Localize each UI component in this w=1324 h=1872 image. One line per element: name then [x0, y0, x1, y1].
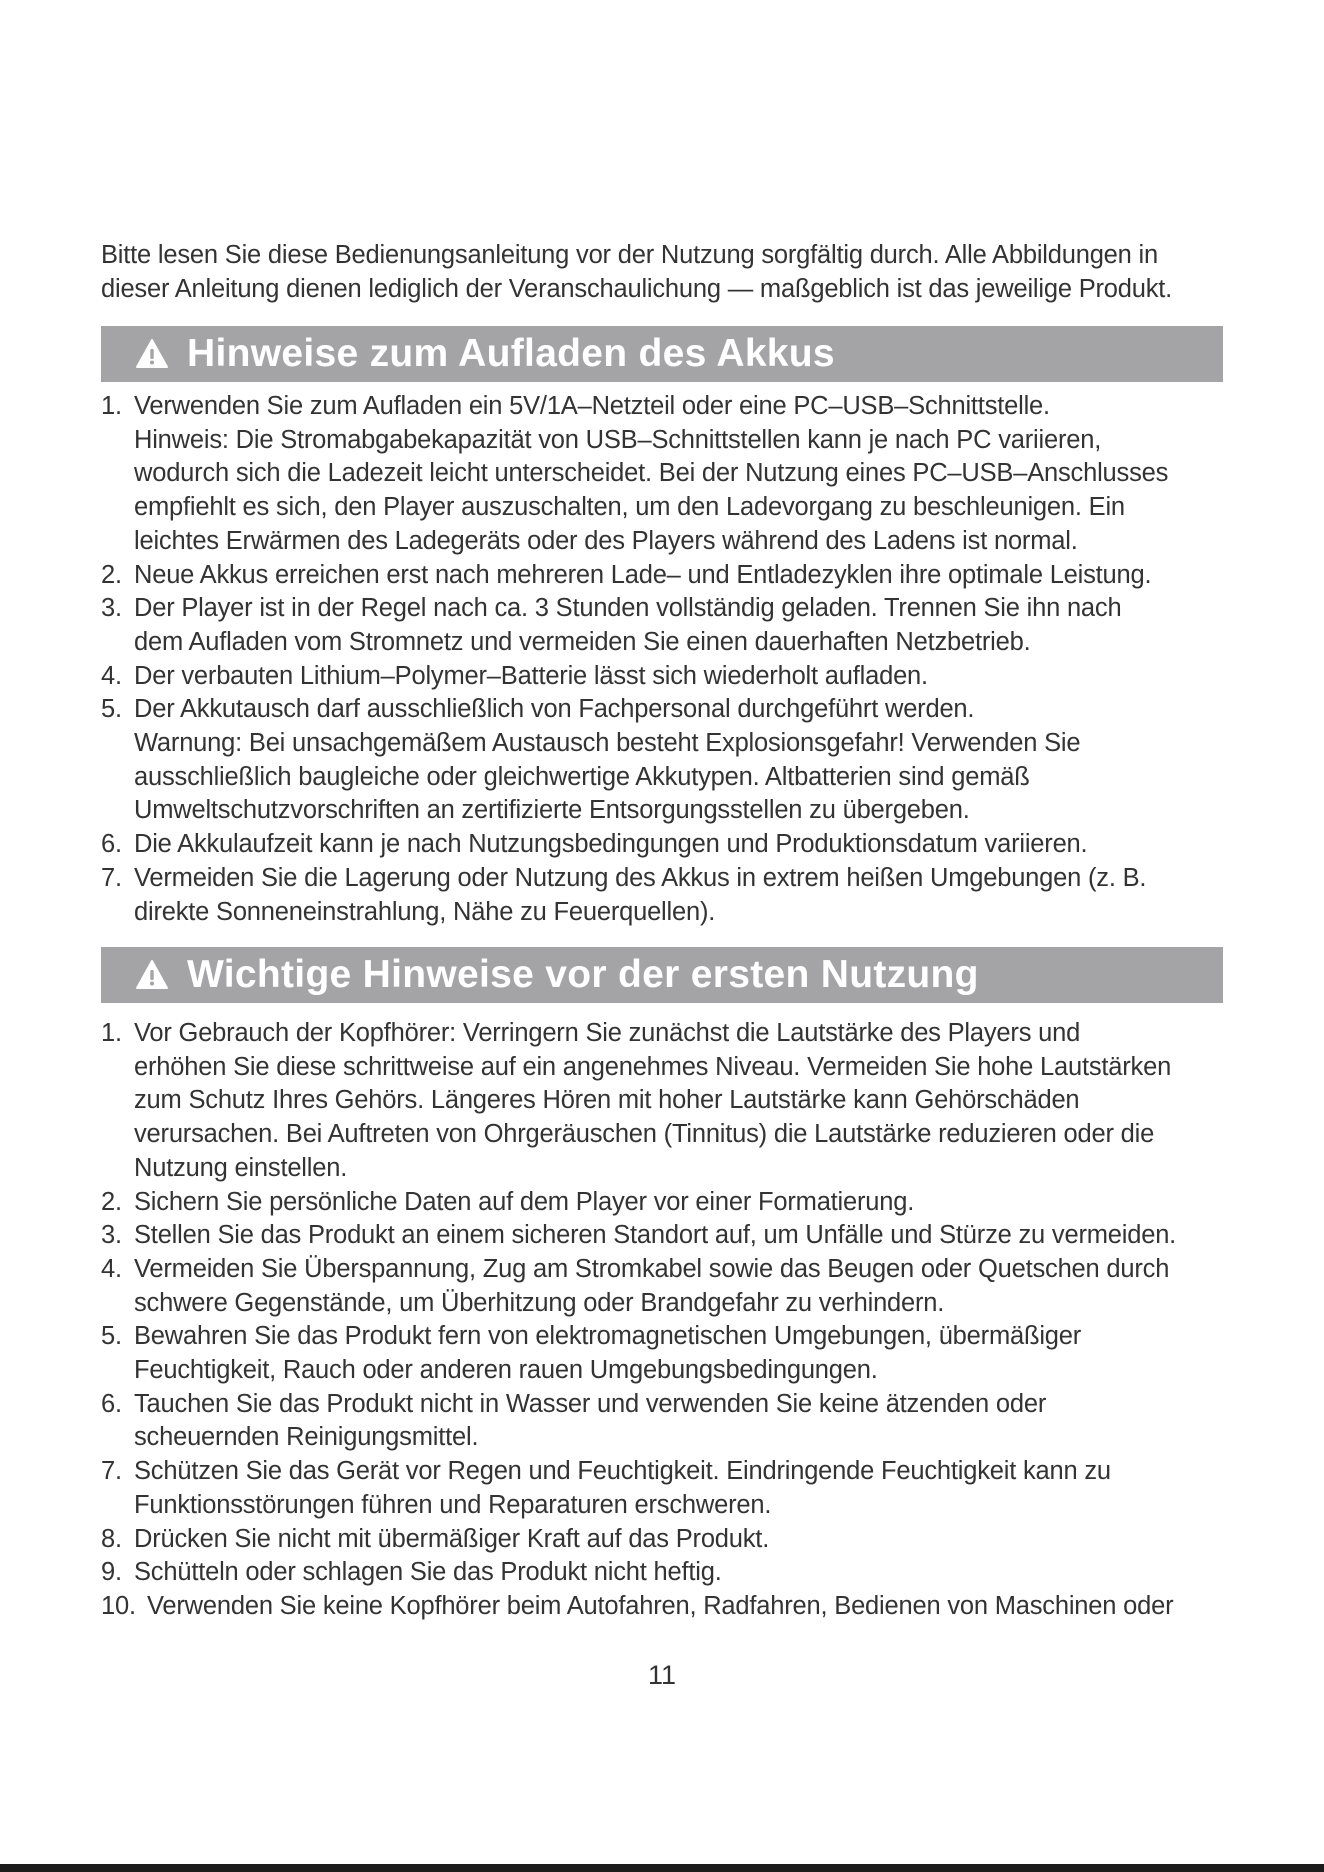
- list-item-number: 2.: [101, 560, 122, 589]
- list-item-text: [134, 390, 1241, 559]
- list-item-line: Bewahren Sie das Produkt fern von elektromagnetischen Umgebungen, übermäßiger: [134, 1322, 1082, 1351]
- list-item-text: [134, 559, 1241, 593]
- list-item: [101, 1590, 1241, 1624]
- list-item: [101, 1253, 1241, 1320]
- section-title: Wichtige Hinweise vor der ersten Nutzung: [187, 953, 979, 996]
- list-item: [101, 1186, 1241, 1220]
- list-item: [101, 828, 1241, 862]
- list-item-number: 2.: [101, 1187, 122, 1216]
- list-item-text: [134, 1017, 1241, 1186]
- list-item-line: Stellen Sie das Produkt an einem sicheren Standort auf, um Unfälle und Stürze zu vermeiden.: [134, 1221, 1177, 1250]
- list-item-line: Der verbauten Lithium–Polymer–Batterie lässt sich wiederholt aufladen.: [134, 661, 928, 690]
- list-item-line: wodurch sich die Ladezeit leicht unterscheidet. Bei der Nutzung eines PC–USB–Anschlusses: [134, 459, 1169, 488]
- list-item-text: [134, 1186, 1241, 1220]
- list-item: [101, 390, 1241, 559]
- list-item: [101, 862, 1241, 929]
- list-item-line: Vor Gebrauch der Kopfhörer: Verringern Sie zunächst die Lautstärke des Players und: [134, 1019, 1081, 1047]
- list-item-text: [134, 693, 1241, 828]
- list-item: [101, 1017, 1241, 1186]
- list-item-line: Feuchtigkeit, Rauch oder anderen rauen Umgebungsbedingungen.: [134, 1356, 878, 1385]
- list-item-line: ausschließlich baugleiche oder gleichwertige Akkutypen. Altbatterien sind gemäß: [134, 762, 1030, 791]
- list-item-text: [134, 1253, 1241, 1320]
- intro-line: Bitte lesen Sie diese Bedienungsanleitung vor der Nutzung sorgfältig durch. Alle Abbildungen in: [101, 241, 1158, 269]
- list-item-line: Sichern Sie persönliche Daten auf dem Player vor einer Formatierung.: [134, 1187, 915, 1216]
- list-item-line: Warnung: Bei unsachgemäßem Austausch besteht Explosionsgefahr! Verwenden Sie: [134, 729, 1081, 758]
- list-item-line: Verwenden Sie keine Kopfhörer beim Autofahren, Radfahren, Bedienen von Maschinen oder: [147, 1591, 1174, 1620]
- list-item-text: [134, 1219, 1241, 1253]
- list-item-line: leichtes Erwärmen des Ladegeräts oder des Players während des Ladens ist normal.: [134, 526, 1078, 555]
- list-item: [101, 1556, 1241, 1590]
- list-item-number: 6.: [101, 830, 122, 859]
- list-item: [101, 693, 1241, 828]
- section-title: Hinweise zum Aufladen des Akkus: [187, 332, 835, 375]
- list-item-line: Tauchen Sie das Produkt nicht in Wasser und verwenden Sie keine ätzenden oder: [134, 1389, 1047, 1418]
- list-item-number: 3.: [101, 594, 122, 623]
- list-item-text: [134, 1523, 1241, 1557]
- list-item-line: Der Player ist in der Regel nach ca. 3 Stunden vollständig geladen. Trennen Sie ihn nach: [134, 594, 1122, 623]
- list-item: [101, 559, 1241, 593]
- list-item-line: Der Akkutausch darf ausschließlich von Fachpersonal durchgeführt werden.: [134, 695, 975, 724]
- list-item-line: Vermeiden Sie die Lagerung oder Nutzung des Akkus in extrem heißen Umgebungen (z. B.: [134, 863, 1147, 892]
- list-item-number: 4.: [101, 661, 122, 690]
- list-item-number: 1.: [101, 392, 122, 420]
- list-item-text: [134, 592, 1241, 659]
- list-item-number: 4.: [101, 1254, 122, 1283]
- section-header-first-use: [101, 947, 1223, 1003]
- list-item-line: direkte Sonneneinstrahlung, Nähe zu Feuerquellen).: [134, 897, 716, 926]
- list-item-line: Neue Akkus erreichen erst nach mehreren Lade– und Entladezyklen ihre optimale Leistung.: [134, 560, 1152, 589]
- list-item: [101, 1523, 1241, 1557]
- list-item-line: Umweltschutzvorschriften an zertifizierte Entsorgungsstellen zu übergeben.: [134, 796, 970, 825]
- list-item-number: 7.: [101, 863, 122, 892]
- list-item-number: 5.: [101, 1322, 122, 1351]
- list-item-line: Drücken Sie nicht mit übermäßiger Kraft auf das Produkt.: [134, 1524, 770, 1553]
- list-item: [101, 660, 1241, 694]
- list-item-number: 10.: [101, 1591, 136, 1620]
- list-item-text: [134, 1590, 1241, 1624]
- list-item-line: zum Schutz Ihres Gehörs. Längeres Hören mit hoher Lautstärke kann Gehörschäden: [134, 1086, 1080, 1115]
- list-item-line: Vermeiden Sie Überspannung, Zug am Stromkabel sowie das Beugen oder Quetschen durch: [134, 1254, 1170, 1283]
- list-item-number: 1.: [101, 1019, 122, 1047]
- list-item-number: 9.: [101, 1558, 122, 1587]
- list-item-line: Schützen Sie das Gerät vor Regen und Feuchtigkeit. Eindringende Feuchtigkeit kann zu: [134, 1457, 1111, 1486]
- list-item: [101, 1455, 1241, 1522]
- intro-paragraph: [101, 238, 1241, 306]
- list-item-text: [134, 1455, 1241, 1522]
- list-item-line: scheuernden Reinigungsmittel.: [134, 1423, 479, 1452]
- list-item-line: Die Akkulaufzeit kann je nach Nutzungsbedingungen und Produktionsdatum variieren.: [134, 830, 1088, 859]
- list-item: [101, 1320, 1241, 1387]
- list-item: [101, 1219, 1241, 1253]
- warning-triangle-icon: [135, 958, 169, 992]
- section-header-charging: [101, 326, 1223, 382]
- list-item-line: dem Aufladen vom Stromnetz und vermeiden Sie einen dauerhaften Netzbetrieb.: [134, 627, 1031, 656]
- list-item-number: 7.: [101, 1457, 122, 1486]
- warning-triangle-icon: [135, 337, 169, 371]
- list-item-number: 5.: [101, 695, 122, 724]
- list-item-text: [134, 1556, 1241, 1590]
- list-item: [101, 1388, 1241, 1455]
- charging-notes-list: [101, 390, 1241, 929]
- intro-line: dieser Anleitung dienen lediglich der Veranschaulichung — maßgeblich ist das jeweilige Produkt.: [101, 275, 1173, 303]
- list-item-text: [134, 660, 1241, 694]
- list-item-number: 6.: [101, 1389, 122, 1418]
- list-item-text: [134, 1320, 1241, 1387]
- list-item-line: empfiehlt es sich, den Player auszuschalten, um den Ladevorgang zu beschleunigen. Ein: [134, 493, 1125, 522]
- list-item-line: Nutzung einstellen.: [134, 1153, 348, 1182]
- list-item-text: [134, 828, 1241, 862]
- list-item-line: erhöhen Sie diese schrittweise auf ein angenehmes Niveau. Vermeiden Sie hohe Lautstärken: [134, 1052, 1172, 1081]
- list-item-line: Schütteln oder schlagen Sie das Produkt nicht heftig.: [134, 1558, 722, 1587]
- list-item-line: Funktionsstörungen führen und Reparaturen erschweren.: [134, 1490, 772, 1519]
- list-item-text: [134, 862, 1241, 929]
- page-number: 11: [647, 1660, 677, 1690]
- bottom-edge-bar: [0, 1864, 1324, 1872]
- list-item-line: verursachen. Bei Auftreten von Ohrgeräuschen (Tinnitus) die Lautstärke reduzieren oder die: [134, 1120, 1155, 1149]
- list-item-line: schwere Gegenstände, um Überhitzung oder Brandgefahr zu verhindern.: [134, 1288, 945, 1317]
- list-item-line: Hinweis: Die Stromabgabekapazität von USB–Schnittstellen kann je nach PC variieren,: [134, 425, 1102, 454]
- list-item-number: 8.: [101, 1524, 122, 1553]
- first-use-notes-list: [101, 1017, 1241, 1624]
- list-item: [101, 592, 1241, 659]
- list-item-text: [134, 1388, 1241, 1455]
- list-item-number: 3.: [101, 1221, 122, 1250]
- list-item-line: Verwenden Sie zum Aufladen ein 5V/1A–Netzteil oder eine PC–USB–Schnittstelle.: [134, 392, 1050, 420]
